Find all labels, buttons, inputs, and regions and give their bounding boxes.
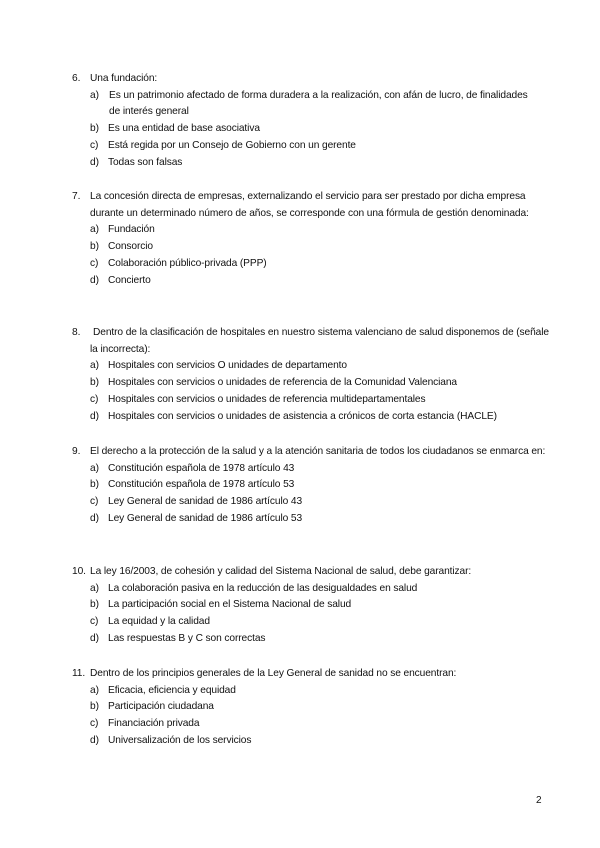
option-text: Es un patrimonio afectado de forma duradera a la realización, con afán de lucro, de finalidades de interés general [109,89,528,118]
option-letter: d) [90,512,99,524]
option-list [72,683,552,750]
option-text: La participación social en el Sistema Nacional de salud [108,599,352,611]
option-letter: b) [90,599,99,611]
question-text: Dentro de la clasificación de hospitales en nuestro sistema valenciano de salud disponemos de (señale la incorrecta): [90,327,549,355]
option-text: Ley General de sanidad de 1986 artículo 53 [108,512,303,524]
option-text: Consorcio [108,241,153,253]
option-letter: c) [90,393,99,405]
option-b [72,699,552,716]
option-text: Ley General de sanidad de 1986 artículo 43 [108,496,303,508]
option-c [72,494,552,511]
option-d [72,273,552,290]
option-d [72,155,552,172]
option-b [72,121,552,138]
option-text: La equidad y la calidad [108,616,210,628]
option-letter: a) [90,462,99,474]
option-c [72,138,552,155]
question-text: La ley 16/2003, de cohesión y calidad del Sistema Nacional de salud, debe garantizar: [90,566,472,577]
question-stem [72,189,540,222]
option-a [72,358,552,375]
page-number: 2 [536,795,542,806]
option-text: Constitución española de 1978 artículo 43 [108,462,295,474]
option-c [72,614,552,631]
option-text: Financiación privada [108,718,200,730]
option-letter: d) [90,410,99,422]
option-letter: a) [90,684,99,696]
question-stem [72,666,552,683]
question-stem [72,325,552,358]
option-a [72,461,552,478]
option-text: La colaboración pasiva en la reducción de las desigualdades en salud [108,582,418,594]
question-stem [72,444,548,461]
option-letter: c) [90,718,99,730]
question-stem [72,71,552,88]
option-c [72,256,552,273]
option-list [72,358,552,425]
option-text: Hospitales con servicios o unidades de referencia multidepartamentales [108,393,426,405]
option-text: Está regida por un Consejo de Gobierno con un gerente [108,139,356,151]
option-text: Hospitales con servicios o unidades de asistencia a crónicos de corta estancia (HACLE) [108,410,497,422]
option-text: Las respuestas B y C son correctas [108,632,266,644]
option-letter: b) [90,377,99,389]
option-letter: a) [90,360,99,372]
option-c [72,392,552,409]
option-b [72,239,552,256]
option-text: Eficacia, eficiencia y equidad [108,684,236,696]
option-text: Colaboración público-privada (PPP) [108,257,267,269]
option-b [72,597,552,614]
option-letter: b) [90,123,99,135]
question-text: El derecho a la protección de la salud y a la atención sanitaria de todos los ciudadanos se enmarca en: [90,446,546,457]
option-d [72,511,552,528]
option-a [72,581,552,598]
question-number: 8. [72,327,81,338]
option-d [72,631,552,648]
option-letter: a) [90,224,99,236]
option-d [72,733,552,750]
option-letter: b) [90,241,99,253]
option-text: Fundación [108,224,155,236]
option-text: Hospitales con servicios O unidades de departamento [108,360,347,372]
option-list [72,88,552,172]
question-text: Una fundación: [90,73,158,84]
option-text: Universalización de los servicios [108,734,252,746]
option-list [72,461,552,528]
option-text: Es una entidad de base asociativa [108,123,260,135]
question-stem [72,564,552,581]
option-a [72,88,537,121]
option-a [72,683,552,700]
option-text: Todas son falsas [108,156,183,168]
option-letter: d) [90,274,99,286]
option-letter: a) [90,89,99,101]
option-text: Hospitales con servicios o unidades de referencia de la Comunidad Valenciana [108,377,457,389]
question-number: 11. [72,668,86,679]
question-11 [72,666,552,750]
question-number: 6. [72,73,81,84]
option-text: Participación ciudadana [108,701,214,713]
question-number: 7. [72,191,81,202]
option-d [72,409,552,426]
option-letter: a) [90,582,99,594]
question-10 [72,564,552,648]
question-9 [72,444,552,528]
option-letter: b) [90,479,99,491]
option-letter: d) [90,734,99,746]
question-number: 10. [72,566,86,577]
option-list [72,581,552,648]
question-text: La concesión directa de empresas, externalizando el servicio para ser prestado por dicha empresa durante un determinado número de años, se corresponde con una fórmula de gestión denominada: [90,191,529,219]
option-letter: c) [90,616,99,628]
option-text: Concierto [108,274,151,286]
option-letter: d) [90,156,99,168]
option-c [72,716,552,733]
option-letter: c) [90,139,99,151]
option-letter: c) [90,257,99,269]
option-a [72,222,552,239]
option-list [72,222,552,289]
option-letter: d) [90,632,99,644]
question-8 [72,325,552,425]
option-b [72,477,552,494]
question-6 [72,71,552,171]
question-text: Dentro de los principios generales de la Ley General de sanidad no se encuentran: [90,668,457,679]
question-number: 9. [72,446,81,457]
option-b [72,375,552,392]
question-7 [72,189,552,289]
option-letter: c) [90,496,99,508]
option-text: Constitución española de 1978 artículo 53 [108,479,295,491]
option-letter: b) [90,701,99,713]
